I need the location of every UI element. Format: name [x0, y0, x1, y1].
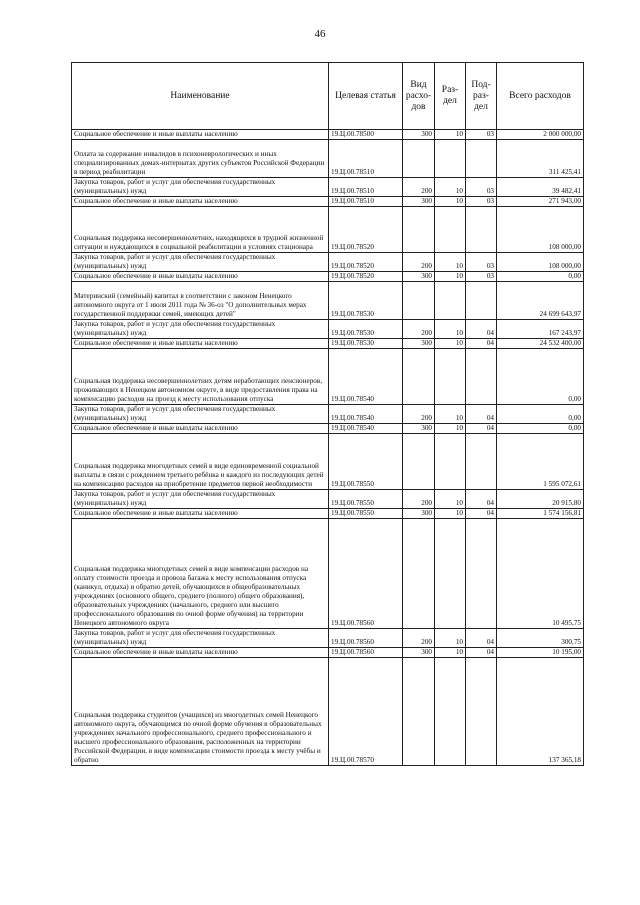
row-type-cell	[403, 282, 435, 320]
row-name-cell: Закупка товаров, работ и услуг для обеспечения государственных (муниципальных) нужд	[72, 629, 329, 648]
row-target-cell: 19.Ц.00.78520	[329, 272, 403, 282]
row-subsection-cell	[466, 349, 497, 405]
row-total-cell: 300,75	[497, 629, 584, 648]
table-row	[72, 629, 584, 648]
row-section-cell	[435, 519, 466, 629]
table-row	[72, 130, 584, 140]
row-name-cell: Социальное обеспечение и иные выплаты населению	[72, 272, 329, 282]
table-row	[72, 282, 584, 320]
row-type-cell: 300	[403, 424, 435, 434]
row-target-cell: 19.Ц.00.78510	[329, 197, 403, 207]
row-total-cell: 1 574 156,81	[497, 509, 584, 519]
row-section-cell	[435, 434, 466, 490]
row-type-cell: 200	[403, 320, 435, 339]
header-name: Наименование	[72, 63, 329, 130]
table-row	[72, 424, 584, 434]
row-target-cell: 19.Ц.00.78540	[329, 405, 403, 424]
row-total-cell: 137 365,18	[497, 658, 584, 766]
table-row	[72, 253, 584, 272]
row-type-cell: 200	[403, 405, 435, 424]
row-type-cell	[403, 207, 435, 253]
row-subsection-cell: 03	[466, 130, 497, 140]
row-name-cell: Материнский (семейный) капитал в соответствии с законом Ненецкого автономного округа от 1 июля 2011 года № 36-оз "О дополнительных мерах государственной поддержки семей, имеющих детей"	[72, 282, 329, 320]
row-section-cell: 10	[435, 648, 466, 658]
row-target-cell: 19.Ц.00.78560	[329, 648, 403, 658]
budget-table	[71, 62, 584, 766]
table-row	[72, 178, 584, 197]
row-type-cell: 200	[403, 178, 435, 197]
row-total-cell: 108 000,00	[497, 207, 584, 253]
row-section-cell: 10	[435, 272, 466, 282]
row-type-cell: 300	[403, 648, 435, 658]
row-name-cell: Закупка товаров, работ и услуг для обеспечения государственных (муниципальных) нужд	[72, 320, 329, 339]
row-subsection-cell	[466, 282, 497, 320]
row-total-cell: 24 699 643,97	[497, 282, 584, 320]
row-subsection-cell: 04	[466, 490, 497, 509]
row-name-cell: Оплата за содержание инвалидов в психоневрологических и иных специализированных домах-интернатах других субъектов Российской Федерации в период реабилитации	[72, 140, 329, 178]
row-total-cell: 0,00	[497, 405, 584, 424]
row-total-cell: 311 425,41	[497, 140, 584, 178]
header-type: Вид расхо-дов	[403, 63, 435, 130]
row-section-cell	[435, 349, 466, 405]
row-section-cell: 10	[435, 629, 466, 648]
row-name-cell: Социальное обеспечение и иные выплаты населению	[72, 509, 329, 519]
row-name-cell: Социальное обеспечение и иные выплаты населению	[72, 130, 329, 140]
row-target-cell: 19.Ц.00.78560	[329, 519, 403, 629]
row-name-cell: Социальное обеспечение и иные выплаты населению	[72, 197, 329, 207]
row-target-cell: 19.Ц.00.78570	[329, 658, 403, 766]
row-section-cell: 10	[435, 130, 466, 140]
row-section-cell: 10	[435, 320, 466, 339]
row-target-cell: 19.Ц.00.78510	[329, 140, 403, 178]
row-name-cell: Социальная поддержка многодетных семей в виде компенсации расходов на оплату стоимости проезда и провоза багажа к месту использования отпуска (каникул, отдыха) и обратно детей, обучающихся в общеобразовательных учреждениях (основного общего, среднего (полного) общего образования), образовательных учреждениях (начального, среднего или высшего профессионального образования по очной форме обучения) на территории Ненецкого автономного округа	[72, 519, 329, 629]
row-name-cell: Закупка товаров, работ и услуг для обеспечения государственных (муниципальных) нужд	[72, 253, 329, 272]
row-target-cell: 19.Ц.00.78510	[329, 178, 403, 197]
row-subsection-cell: 04	[466, 648, 497, 658]
row-section-cell: 10	[435, 405, 466, 424]
header-subsection: Под-раз-дел	[466, 63, 497, 130]
row-name-cell: Социальная поддержка несовершеннолетних, находящихся в трудной жизненной ситуации и нуждающихся в социальной реабилитации в условиях стационара	[72, 207, 329, 253]
row-total-cell: 0,00	[497, 424, 584, 434]
row-target-cell: 19.Ц.00.78540	[329, 424, 403, 434]
row-type-cell: 200	[403, 490, 435, 509]
row-type-cell: 300	[403, 197, 435, 207]
table-row	[72, 490, 584, 509]
row-name-cell: Закупка товаров, работ и услуг для обеспечения государственных (муниципальных) нужд	[72, 405, 329, 424]
header-section: Раз-дел	[435, 63, 466, 130]
row-target-cell: 19.Ц.00.78530	[329, 282, 403, 320]
table-row	[72, 140, 584, 178]
row-total-cell: 167 243,97	[497, 320, 584, 339]
row-type-cell: 300	[403, 272, 435, 282]
row-subsection-cell: 03	[466, 272, 497, 282]
row-name-cell: Социальная поддержка многодетных семей в виде единовременной социальной выплаты в связи с рождением третьего ребёнка и каждого из последующих детей на компенсацию расходов на приобретение предметов первой необходимости	[72, 434, 329, 490]
row-type-cell: 200	[403, 253, 435, 272]
row-subsection-cell: 04	[466, 424, 497, 434]
row-total-cell: 24 532 400,00	[497, 339, 584, 349]
table-row	[72, 320, 584, 339]
row-subsection-cell: 03	[466, 197, 497, 207]
row-section-cell	[435, 282, 466, 320]
table-row	[72, 197, 584, 207]
table-header-row	[72, 63, 584, 130]
row-target-cell: 19.Ц.00.78530	[329, 320, 403, 339]
row-type-cell	[403, 349, 435, 405]
row-total-cell: 0,00	[497, 272, 584, 282]
row-type-cell	[403, 434, 435, 490]
row-total-cell: 10 195,00	[497, 648, 584, 658]
row-section-cell: 10	[435, 178, 466, 197]
row-subsection-cell	[466, 519, 497, 629]
row-total-cell: 20 915,80	[497, 490, 584, 509]
row-target-cell: 19.Ц.00.78550	[329, 509, 403, 519]
row-target-cell: 19.Ц.00.78520	[329, 253, 403, 272]
row-subsection-cell: 03	[466, 178, 497, 197]
row-total-cell: 2 000 000,00	[497, 130, 584, 140]
row-subsection-cell: 04	[466, 509, 497, 519]
table-row	[72, 272, 584, 282]
row-section-cell: 10	[435, 339, 466, 349]
row-type-cell	[403, 658, 435, 766]
row-name-cell: Закупка товаров, работ и услуг для обеспечения государственных (муниципальных) нужд	[72, 178, 329, 197]
row-total-cell: 10 495,75	[497, 519, 584, 629]
row-target-cell: 19.Ц.00.78540	[329, 349, 403, 405]
row-total-cell: 0,00	[497, 349, 584, 405]
row-type-cell	[403, 519, 435, 629]
row-name-cell: Социальная поддержка несовершеннолетних детям неработающих пенсионеров, проживающих в Ненецком автономном округе, в виде предоставления права на компенсацию расходов на проезд к месту использования отпуска	[72, 349, 329, 405]
row-subsection-cell: 03	[466, 253, 497, 272]
row-target-cell: 19.Ц.00.78560	[329, 629, 403, 648]
header-target: Целевая статья	[329, 63, 403, 130]
table-row	[72, 434, 584, 490]
row-subsection-cell	[466, 434, 497, 490]
row-name-cell: Социальная поддержка студентов (учащихся) из многодетных семей Ненецкого автономного округа, обучающимся по очной форме обучения в образовательных учреждениях начального профессионального, среднего профессионального и высшего профессионального образования, расположенных на территории Российской Федерации, в виде компенсации стоимости проезда к месту учёбы и обратно	[72, 658, 329, 766]
table-row	[72, 519, 584, 629]
row-total-cell: 271 943,00	[497, 197, 584, 207]
row-subsection-cell	[466, 140, 497, 178]
table-row	[72, 658, 584, 766]
row-name-cell: Социальное обеспечение и иные выплаты населению	[72, 339, 329, 349]
row-total-cell: 1 595 072,61	[497, 434, 584, 490]
table-row	[72, 648, 584, 658]
row-type-cell	[403, 140, 435, 178]
row-subsection-cell	[466, 207, 497, 253]
table-row	[72, 207, 584, 253]
row-subsection-cell: 04	[466, 629, 497, 648]
row-section-cell: 10	[435, 253, 466, 272]
row-name-cell: Социальное обеспечение и иные выплаты населению	[72, 424, 329, 434]
row-section-cell	[435, 140, 466, 178]
table-row	[72, 339, 584, 349]
row-target-cell: 19.Ц.00.78520	[329, 207, 403, 253]
row-subsection-cell: 04	[466, 320, 497, 339]
row-subsection-cell: 04	[466, 405, 497, 424]
header-total: Всего расходов	[497, 63, 584, 130]
row-section-cell: 10	[435, 490, 466, 509]
row-target-cell: 19.Ц.00.78550	[329, 490, 403, 509]
row-subsection-cell	[466, 658, 497, 766]
table-body	[72, 130, 584, 766]
row-type-cell: 300	[403, 130, 435, 140]
row-name-cell: Закупка товаров, работ и услуг для обеспечения государственных (муниципальных) нужд	[72, 490, 329, 509]
row-target-cell: 19.Ц.00.78550	[329, 434, 403, 490]
row-section-cell: 10	[435, 424, 466, 434]
page-number: 46	[314, 28, 326, 40]
table-row	[72, 349, 584, 405]
table-row	[72, 405, 584, 424]
row-target-cell: 19.Ц.00.78530	[329, 339, 403, 349]
row-name-cell: Социальное обеспечение и иные выплаты населению	[72, 648, 329, 658]
row-subsection-cell: 04	[466, 339, 497, 349]
row-section-cell: 10	[435, 509, 466, 519]
row-total-cell: 39 482,41	[497, 178, 584, 197]
row-type-cell: 200	[403, 629, 435, 648]
row-total-cell: 108 000,00	[497, 253, 584, 272]
row-target-cell: 19.Ц.00.78500	[329, 130, 403, 140]
row-type-cell: 300	[403, 339, 435, 349]
row-section-cell	[435, 658, 466, 766]
table-row	[72, 509, 584, 519]
row-section-cell	[435, 207, 466, 253]
row-section-cell: 10	[435, 197, 466, 207]
row-type-cell: 300	[403, 509, 435, 519]
